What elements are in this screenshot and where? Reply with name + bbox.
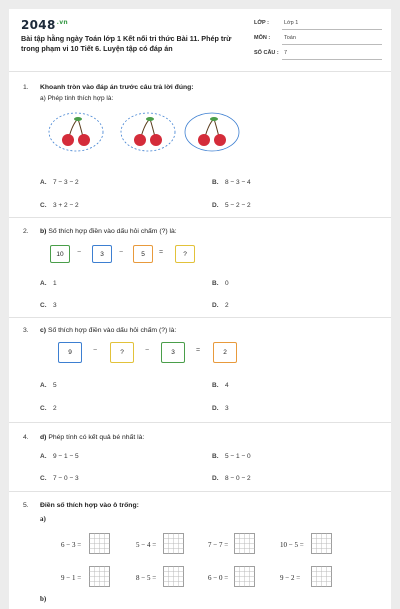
q4-opt-d[interactable]: 8 − 0 − 2 <box>225 475 251 482</box>
header-separator <box>9 71 391 72</box>
q3-box-answer[interactable]: ? <box>110 342 134 363</box>
count-value: 7 <box>284 50 288 56</box>
q3-op-2: − <box>145 347 150 354</box>
q5-row1-eq-1: 6 − 3 = <box>61 541 82 549</box>
q5-row2-eq-3: 6 − 0 = <box>208 574 229 582</box>
subject-value: Toán <box>284 35 296 41</box>
q1-opt-c-label: C. <box>40 202 47 209</box>
q3-box-4: 2 <box>213 342 237 363</box>
q1-opt-a[interactable]: 7 − 3 − 2 <box>53 179 79 186</box>
q2-box-1: 10 <box>50 245 70 263</box>
q2-box-answer[interactable]: ? <box>175 245 195 263</box>
q5-row2-answer-1[interactable] <box>89 566 110 587</box>
q2-opt-c-label: C. <box>40 302 47 309</box>
q3-op-3: = <box>196 347 201 354</box>
cherry-group-2 <box>119 111 177 158</box>
q4-opt-d-label: D. <box>212 475 219 482</box>
q1-text: Khoanh tròn vào đáp án trước câu trả lời đúng: <box>40 84 194 91</box>
cherry-group-3 <box>183 111 241 158</box>
q3-opt-d[interactable]: 3 <box>225 405 229 412</box>
q3-opt-b-label: B. <box>212 382 219 389</box>
count-underline <box>282 59 382 60</box>
q5-row2-answer-2[interactable] <box>163 566 184 587</box>
q1-sub: a) Phép tính thích hợp là: <box>40 95 114 102</box>
q2-opt-b-label: B. <box>212 280 219 287</box>
q2-op-3: = <box>159 249 164 256</box>
q5-row2-eq-4: 9 − 2 = <box>280 574 301 582</box>
q2-opt-c[interactable]: 3 <box>53 302 57 309</box>
q3-opt-b[interactable]: 4 <box>225 382 229 389</box>
header <box>9 9 391 67</box>
q5-row1-answer-3[interactable] <box>234 533 255 554</box>
q4-opt-b-label: B. <box>212 453 219 460</box>
q4-opt-c-label: C. <box>40 475 47 482</box>
q4-opt-c[interactable]: 7 − 0 − 3 <box>53 475 79 482</box>
q3-opt-c-label: C. <box>40 405 47 412</box>
q5-row1-eq-3: 7 − 7 = <box>208 541 229 549</box>
q5-row2-eq-1: 9 − 1 = <box>61 574 82 582</box>
worksheet-page <box>9 9 391 609</box>
subject-label: MÔN : <box>254 35 271 41</box>
q4-opt-a-label: A. <box>40 453 47 460</box>
q5-row1-eq-4: 10 − 5 = <box>280 541 304 549</box>
q4-text: d) Phép tính có kết quả bé nhất là: <box>40 434 145 441</box>
q2-separator <box>9 317 391 318</box>
brand-logo: $2048^{.vn}$ <box>21 18 68 32</box>
q2-opt-d[interactable]: 2 <box>225 302 229 309</box>
q1-opt-a-label: A. <box>40 179 47 186</box>
q2-op-2: − <box>119 249 124 256</box>
q5-row1-answer-2[interactable] <box>163 533 184 554</box>
q2-op-1: − <box>77 249 82 256</box>
q4-number: 4. <box>23 434 29 441</box>
q5-sub-b: b) <box>40 595 47 603</box>
class-value: Lớp 1 <box>284 20 299 26</box>
subject-underline <box>282 44 382 45</box>
q2-opt-a-label: A. <box>40 280 47 287</box>
q3-opt-c[interactable]: 2 <box>53 405 57 412</box>
q3-text: c) Số thích hợp điền vào dấu hỏi chấm (?) là: <box>40 327 177 334</box>
q5-row1-answer-1[interactable] <box>89 533 110 554</box>
q2-box-2: 3 <box>92 245 112 263</box>
count-label: SỐ CÂU : <box>254 50 279 56</box>
q1-opt-c[interactable]: 3 + 2 − 2 <box>53 202 79 209</box>
q4-separator <box>9 491 391 492</box>
q5-text: Điền số thích hợp vào ô trống: <box>40 502 139 509</box>
q3-box-1: 9 <box>58 342 82 363</box>
q2-number: 2. <box>23 228 29 235</box>
q2-opt-b[interactable]: 0 <box>225 280 229 287</box>
q3-number: 3. <box>23 327 29 334</box>
q1-opt-d-label: D. <box>212 202 219 209</box>
q2-opt-a[interactable]: 1 <box>53 280 57 287</box>
q5-row1-eq-2: 5 − 4 = <box>136 541 157 549</box>
q3-op-1: − <box>93 347 98 354</box>
q1-opt-b[interactable]: 8 − 3 − 4 <box>225 179 251 186</box>
q4-opt-a[interactable]: 9 − 1 − 5 <box>53 453 79 460</box>
q1-opt-d[interactable]: 5 − 2 − 2 <box>225 202 251 209</box>
q5-row2-answer-4[interactable] <box>311 566 332 587</box>
class-underline <box>282 29 382 30</box>
q3-box-3: 3 <box>161 342 185 363</box>
q5-row2-answer-3[interactable] <box>234 566 255 587</box>
q2-text: b) Số thích hợp điền vào dấu hỏi chấm (?) là: <box>40 228 177 235</box>
document-title: Bài tập hằng ngày Toán lớp 1 Kết nối tri thức Bài 11. Phép trừ trong phạm vi 10 Tiết 6. Luyện tập có đáp án <box>21 34 232 53</box>
q3-separator <box>9 422 391 423</box>
q5-sub-a: a) <box>40 515 46 523</box>
q5-row1-answer-4[interactable] <box>311 533 332 554</box>
q3-opt-a-label: A. <box>40 382 47 389</box>
q3-opt-a[interactable]: 5 <box>53 382 57 389</box>
q5-number: 5. <box>23 502 29 509</box>
q3-opt-d-label: D. <box>212 405 219 412</box>
q4-opt-b[interactable]: 5 − 1 − 0 <box>225 453 251 460</box>
q1-separator <box>9 217 391 218</box>
q2-box-3: 5 <box>133 245 153 263</box>
class-label: LỚP : <box>254 20 269 26</box>
q1-number: 1. <box>23 84 29 91</box>
cherry-group-1 <box>47 111 105 158</box>
q5-row2-eq-2: 8 − 5 = <box>136 574 157 582</box>
q1-opt-b-label: B. <box>212 179 219 186</box>
q2-opt-d-label: D. <box>212 302 219 309</box>
